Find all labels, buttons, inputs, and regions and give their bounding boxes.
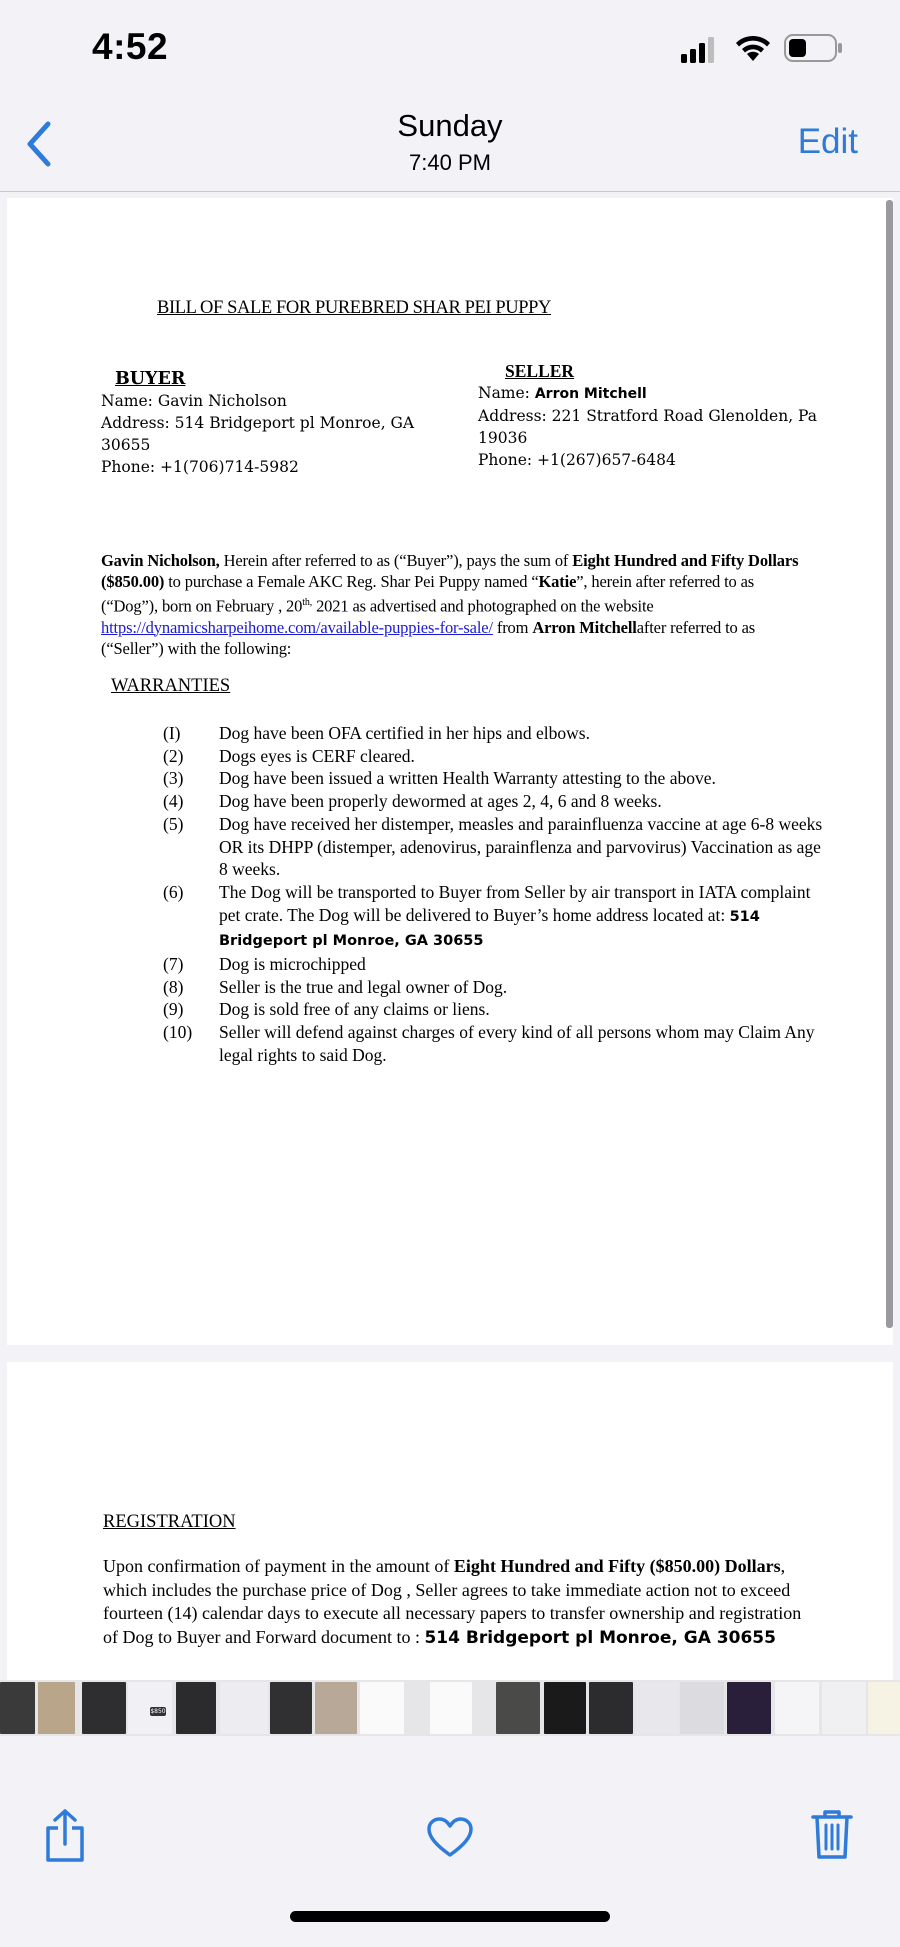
warranty-text-body: Dog is microchipped [219, 954, 366, 975]
warranty-item [163, 1021, 823, 1066]
photo-thumbnail[interactable] [822, 1682, 866, 1734]
registration-address: 514 Bridgeport pl Monroe, GA 30655 [424, 1627, 776, 1648]
document-page-1[interactable] [7, 198, 893, 1345]
warranty-text [219, 745, 823, 768]
warranty-item [163, 722, 823, 745]
photo-thumbnail[interactable] [360, 1682, 404, 1734]
photo-thumbnail[interactable] [220, 1682, 268, 1734]
warranty-number: (10) [163, 1022, 193, 1043]
warranty-item [163, 953, 823, 976]
warranty-number: (3) [163, 768, 184, 789]
warranty-number: (8) [163, 976, 184, 997]
registration-text-2: , which includes the purchase price of Dog , Seller agrees to take immediate action not to exceed fourteen (14) calendar days to execute all necessary papers to transfer ownership and registration of Dog to Buyer and Forward document to : [103, 1556, 802, 1647]
warranty-text-body: Seller will defend against charges of every kind of all persons whom may Claim Any legal rights to said Dog. [219, 1022, 815, 1065]
photo-thumbnail[interactable] [775, 1682, 819, 1734]
document-page-2[interactable] [7, 1362, 893, 1682]
warranty-item [163, 881, 823, 953]
warranty-number: (9) [163, 999, 184, 1020]
registration-paragraph [103, 1555, 813, 1650]
scrollbar[interactable] [886, 200, 893, 1328]
intro-text-6: after referred to as (“Seller”) with the following: [101, 617, 756, 658]
trash-icon[interactable] [811, 1808, 853, 1860]
photo-thumbnail[interactable] [430, 1682, 472, 1734]
warranties-heading: WARRANTIES [111, 676, 231, 696]
warranty-text [219, 722, 823, 745]
warranty-number: (I) [163, 723, 181, 743]
battery-icon [784, 33, 844, 63]
intro-text-2: to purchase a Female AKC Reg. Shar Pei Puppy named “ [164, 572, 539, 591]
photo-thumbnail[interactable] [636, 1682, 678, 1734]
warranty-item [163, 813, 823, 881]
seller-name-value: Arron Mitchell [534, 386, 647, 402]
intro-buyer-name: Gavin Nicholson, [101, 551, 220, 570]
home-indicator[interactable] [290, 1911, 610, 1922]
warranty-text [219, 790, 823, 813]
bottom-toolbar [0, 1736, 900, 1947]
warranty-item [163, 745, 823, 768]
wifi-icon [734, 33, 772, 63]
buyer-address: Address: 514 Bridgeport pl Monroe, GA 30655 [101, 414, 415, 454]
buyer-phone: Phone: +1(706)714-5982 [101, 458, 299, 476]
edit-button[interactable]: Edit [797, 122, 858, 161]
photo-thumbnail[interactable] [496, 1682, 540, 1734]
warranty-text [219, 998, 823, 1021]
warranty-text-body: Dog have been properly dewormed at ages 2, 4, 6 and 8 weeks. [219, 791, 662, 812]
warranty-item [163, 790, 823, 813]
warranty-text [219, 1021, 823, 1066]
warranty-text-body: The Dog will be transported to Buyer from Seller by air transport in IATA complaint pet crate. The Dog will be delivered to Buyer’s home address located at: [219, 881, 811, 925]
intro-text-5: from [492, 617, 533, 637]
warranty-item [163, 976, 823, 999]
warranty-text-body: Dogs eyes is CERF cleared. [219, 745, 415, 766]
photo-thumbnail[interactable] [544, 1682, 586, 1734]
warranty-text-body: Dog is sold free of any claims or liens. [219, 999, 490, 1020]
warranty-text [219, 953, 823, 976]
intro-paragraph [101, 550, 811, 659]
warranty-text [219, 767, 823, 790]
warranty-item [163, 767, 823, 790]
warranty-bold-address: 514 Bridgeport pl Monroe, GA 30655 [219, 908, 760, 950]
seller-phone: Phone: +1(267)657-6484 [478, 451, 676, 469]
warranty-text [219, 813, 823, 881]
warranty-text [219, 881, 823, 953]
seller-block [478, 360, 838, 471]
intro-superscript: th, [302, 597, 313, 608]
photo-thumbnail[interactable] [38, 1682, 75, 1734]
warranty-list [163, 722, 823, 1067]
warranty-number: (2) [163, 745, 184, 766]
buyer-name: Name: Gavin Nicholson [101, 392, 287, 410]
warranty-text-body: Dog have received her distemper, measles and parainfluenza vaccine at age 6-8 weeks OR its DHPP (distemper, adenovirus, parainflenza and parvovirus) Vaccination as age 8 weeks. [219, 813, 823, 880]
photo-thumbnail[interactable] [0, 1682, 35, 1734]
intro-text-1: Herein after referred to as (“Buyer”), pays the sum of [219, 551, 573, 570]
seller-name-label: Name: [478, 384, 535, 402]
nav-date-title: Sunday [397, 108, 503, 143]
seller-address: Address: 221 Stratford Road Glenolden, Pa 19036 [478, 407, 818, 447]
photo-thumbnail[interactable] [315, 1682, 357, 1734]
photo-thumbnail[interactable] [270, 1682, 312, 1734]
warranty-text-body: Dog have been OFA certified in her hips and elbows. [219, 723, 590, 743]
intro-dog-name: Katie [538, 572, 577, 591]
photo-thumbnail[interactable] [589, 1682, 633, 1734]
cellular-signal-icon [681, 37, 715, 63]
warranty-text-body: Seller is the true and legal owner of Dog. [219, 976, 508, 997]
registration-heading: REGISTRATION [103, 1512, 236, 1532]
buyer-block [101, 368, 441, 478]
photo-thumbnail[interactable] [868, 1682, 900, 1734]
status-bar [0, 0, 900, 100]
warranty-number: (5) [163, 813, 184, 834]
warranty-item [163, 998, 823, 1021]
nav-time-subtitle: 7:40 PM [409, 150, 491, 175]
warranty-number: (4) [163, 791, 184, 812]
warranty-text-body: Dog have been issued a written Health Warranty attesting to the above. [219, 768, 716, 789]
photo-thumbnail[interactable] [82, 1682, 126, 1734]
photo-thumbnail-strip[interactable] [0, 1680, 900, 1736]
photo-thumbnail[interactable] [727, 1682, 771, 1734]
registration-amount: Eight Hundred and Fifty ($850.00) Dollars [453, 1556, 781, 1576]
seller-heading: SELLER [505, 361, 575, 381]
heart-icon[interactable] [426, 1816, 474, 1858]
website-link[interactable]: https://dynamicsharpeihome.com/available-puppies-for-sale/ [101, 617, 493, 637]
warranty-number: (7) [163, 954, 184, 975]
photo-thumbnail[interactable] [176, 1682, 216, 1734]
warranty-text [219, 976, 823, 999]
buyer-heading: BUYER [115, 369, 186, 389]
thumbnail-badge: $850 [150, 1708, 166, 1715]
seller-name [478, 382, 838, 405]
warranty-number: (6) [163, 881, 184, 902]
intro-amount: Eight Hundred and Fifty Dollars ($850.00) [101, 551, 799, 591]
intro-text-3: ”, herein after referred to as (“Dog”), born on February , 20 [101, 572, 755, 616]
status-time: 4:52 [92, 26, 169, 67]
document-title: BILL OF SALE FOR PUREBRED SHAR PEI PUPPY [157, 298, 551, 318]
share-icon[interactable] [42, 1808, 88, 1864]
intro-seller-name: Arron Mitchell [532, 617, 637, 637]
photo-thumbnail[interactable] [128, 1682, 172, 1734]
photo-thumbnail[interactable] [680, 1682, 724, 1734]
navigation-bar [0, 100, 900, 192]
intro-text-4: 2021 as advertised and photographed on the website [312, 596, 654, 616]
registration-text-1: Upon confirmation of payment in the amount of [103, 1556, 454, 1576]
